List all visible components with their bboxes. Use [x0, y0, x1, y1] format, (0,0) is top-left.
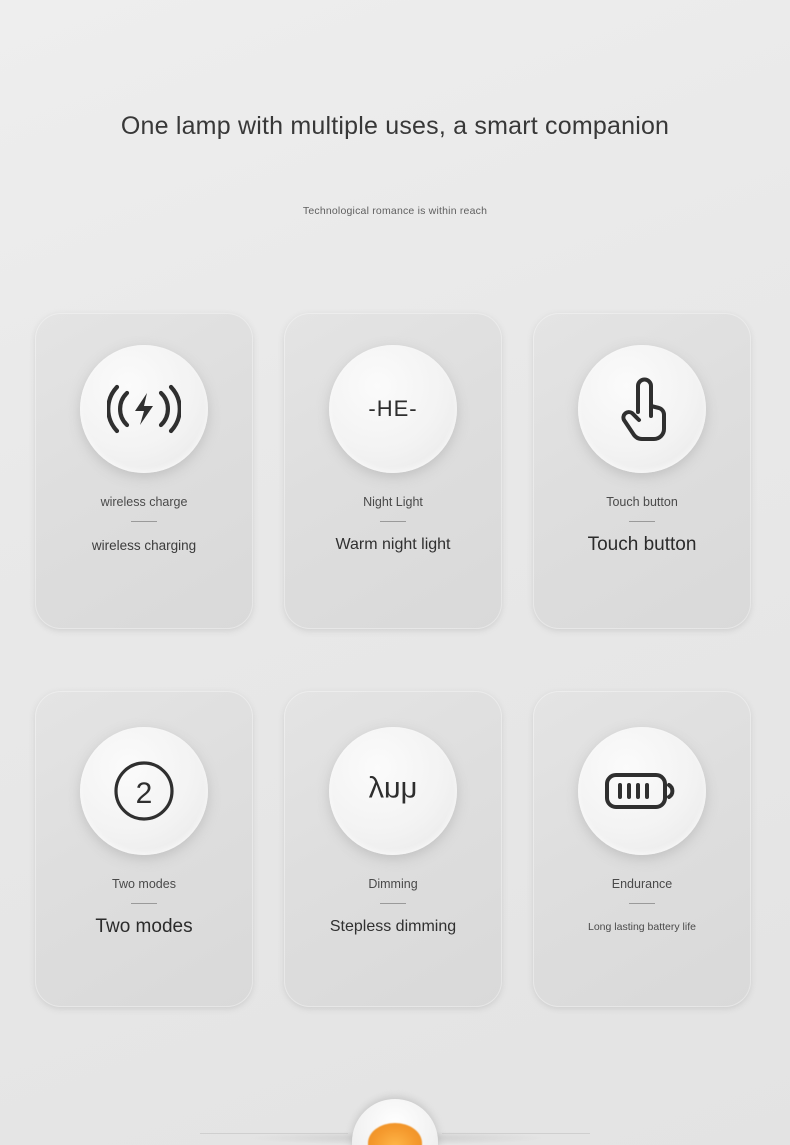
feature-card-touch-button — [533, 313, 751, 629]
feature-label: Dimming — [368, 877, 418, 891]
surface-line-right — [442, 1133, 590, 1134]
divider — [380, 521, 406, 522]
divider — [629, 521, 655, 522]
svg-text:2: 2 — [135, 777, 153, 810]
feature-caption: Long lasting battery life — [588, 921, 696, 933]
icon-circle — [578, 345, 706, 473]
divider — [629, 903, 655, 904]
page-subtitle: Technological romance is within reach — [302, 205, 488, 217]
feature-card-wireless-charge — [35, 313, 253, 629]
feature-caption: Touch button — [587, 534, 697, 555]
feature-card-two-modes — [35, 691, 253, 1007]
feature-caption: Warm night light — [335, 536, 451, 553]
divider — [380, 903, 406, 904]
divider — [131, 903, 157, 904]
feature-label: Touch button — [606, 495, 678, 509]
icon-circle — [578, 727, 706, 855]
two-modes-icon — [111, 758, 177, 824]
icon-circle — [329, 345, 457, 473]
feature-label: Endurance — [611, 877, 673, 891]
surface-line-left — [200, 1133, 348, 1134]
icon-circle — [80, 727, 208, 855]
feature-label: Two modes — [112, 877, 176, 891]
night-light-icon: -HE- — [368, 396, 418, 421]
page-title: One lamp with multiple uses, a smart companion — [120, 112, 670, 140]
feature-label: wireless charge — [100, 495, 188, 509]
feature-card-dimming — [284, 691, 502, 1007]
feature-caption: wireless charging — [91, 538, 197, 553]
product-preview — [0, 1089, 790, 1145]
touch-button-icon — [612, 372, 672, 446]
feature-label: Night Light — [363, 495, 423, 509]
feature-grid — [35, 313, 755, 1007]
dimming-icon: ynh — [368, 775, 418, 808]
feature-card-endurance — [533, 691, 751, 1007]
wireless-charge-icon — [107, 381, 181, 437]
feature-card-night-light — [284, 313, 502, 629]
icon-circle — [329, 727, 457, 855]
endurance-battery-icon — [603, 767, 681, 815]
feature-caption: Two modes — [95, 916, 193, 937]
feature-caption: Stepless dimming — [329, 918, 457, 935]
icon-circle — [80, 345, 208, 473]
divider — [131, 521, 157, 522]
